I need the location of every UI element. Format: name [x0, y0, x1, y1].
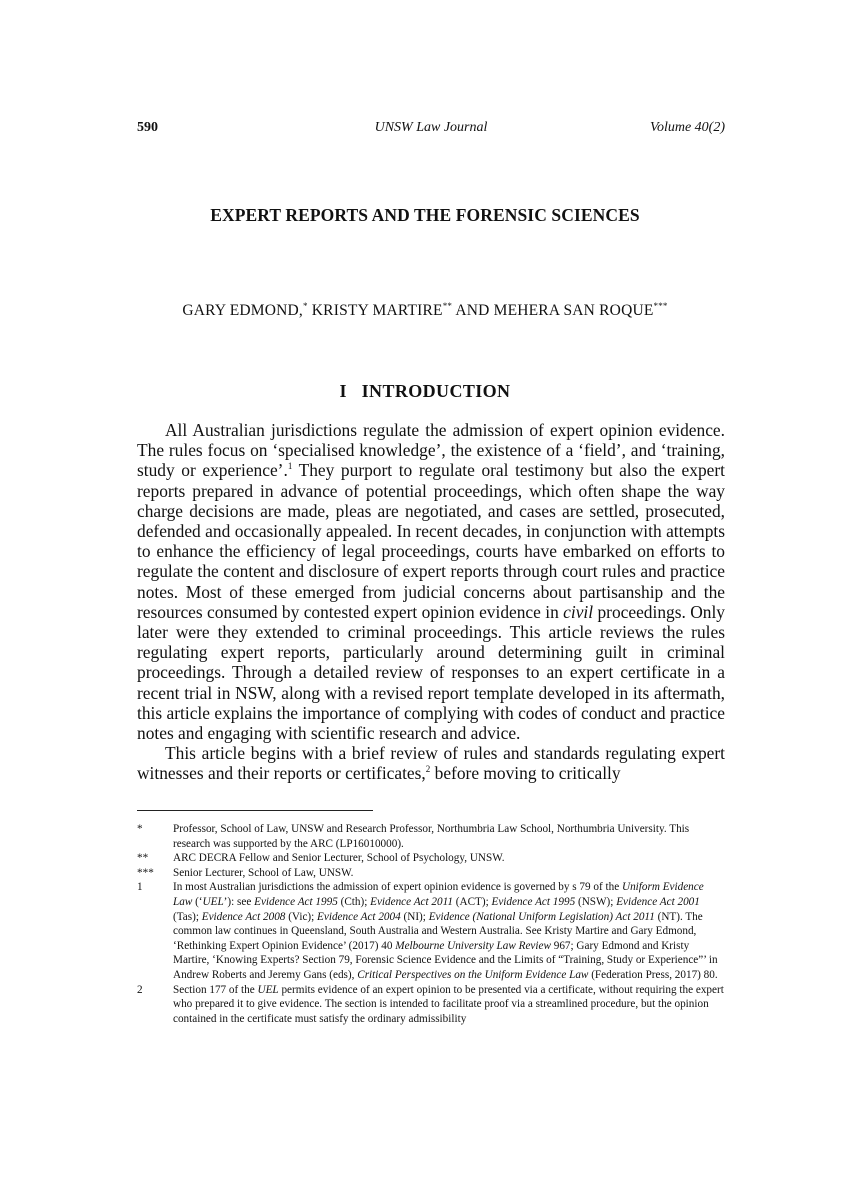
- volume-label: Volume 40(2): [649, 120, 725, 135]
- footnote: [137, 866, 725, 881]
- footnote: [137, 822, 725, 851]
- emphasis-text: civil: [563, 601, 594, 622]
- footnote-ref[interactable]: 1: [287, 461, 293, 472]
- author-name: KRISTY MARTIRE: [307, 302, 443, 319]
- footnote: [137, 851, 725, 866]
- paragraph-text: proceedings. Only later were they extended to criminal proceedings. This article reviews the rules regulating expert reports, particularly around determining guilt in criminal proceedings. Through a detailed review of responses to an expert certificate in a recent trial in NSW, along with a revised report template developed in its aftermath, this article explains the importance of complying with codes of conduct and practice notes and engaging with scientific research and advice.: [137, 601, 725, 744]
- paragraph-text: All Australian jurisdictions regulate the admission of expert opinion evidence. The rules focus on ‘specialised knowledge’, the existence of a ‘field’, and ‘training, study or experience’.: [137, 420, 725, 481]
- section-heading: I INTRODUCTION: [339, 381, 511, 401]
- author-name: GARY EDMOND,: [182, 302, 304, 319]
- footnote-mark: **: [137, 852, 149, 865]
- footnote: [137, 983, 725, 1027]
- footnote-mark: ***: [137, 866, 154, 879]
- footnote-text: Professor, School of Law, UNSW and Research Professor, Northumbria Law School, Northumbria University. This research was supported by the ARC (LP16010000).: [173, 823, 690, 850]
- footnote-mark: *: [137, 823, 143, 835]
- paragraph-text: This article begins with a brief review of rules and standards regulating expert witnesses and their reports or certificates,: [137, 743, 725, 784]
- footnote-mark: 2: [137, 983, 143, 996]
- paragraph: [137, 420, 725, 743]
- footnote-divider: [137, 810, 373, 811]
- journal-name: UNSW Law Journal: [374, 120, 488, 135]
- paragraph: [137, 743, 725, 783]
- footnote-text: Senior Lecturer, School of Law, UNSW.: [173, 866, 354, 879]
- footnotes: [137, 822, 725, 1026]
- paragraph-text: before moving to critically: [430, 763, 621, 784]
- author-footnote-mark[interactable]: **: [442, 300, 453, 311]
- footnote-mark: 1: [137, 881, 143, 894]
- page-number: 590: [137, 120, 158, 135]
- footnote-text: Section 177 of the UEL permits evidence of an expert opinion to be presented via a certificate, without requiring the expert who prepared it to give evidence. The section is intended to facilitate proof via a streamlined procedure, but the opinion contained in the certificate must satisfy the ordinary admissibility: [173, 983, 724, 1025]
- paragraph-text: They purport to regulate oral testimony but also the expert reports prepared in advance of potential proceedings, which often shape the way charge decisions are made, pleas are negotiated, and cases are settled, prosecuted, defended and occasionally appealed. In recent decades, in conjunction with attempts to enhance the efficiency of legal proceedings, courts have embarked on efforts to regulate the content and disclosure of expert reports through court rules and practice notes. Most of these emerged from judicial concerns about partisanship and the resources consumed by contested expert opinion evidence in: [137, 460, 725, 622]
- article-title: EXPERT REPORTS AND THE FORENSIC SCIENCES: [210, 205, 640, 225]
- author-footnote-mark[interactable]: *: [303, 300, 308, 311]
- author-name: AND MEHERA SAN ROQUE: [452, 302, 654, 319]
- footnote-text: ARC DECRA Fellow and Senior Lecturer, School of Psychology, UNSW.: [173, 852, 505, 865]
- body-text: [137, 420, 725, 784]
- author-footnote-mark[interactable]: ***: [653, 300, 668, 311]
- footnote-text: In most Australian jurisdictions the admission of expert opinion evidence is governed by s 79 of the Uniform Evidence Law (‘UEL’): see Evidence Act 1995 (Cth); Evidence Act 2011 (ACT); Evidence Act 1995 (NSW); Evidence Act 2001 (Tas); Evidence Act 2008 (Vic); Evidence Act 2004 (NI); Evidence (National Uniform Legislation) Act 2011 (NT). The common law continues in Queensland, South Australia and Western Australia. See Kristy Martire and Gary Edmond, ‘Rethinking Expert Opinion Evidence’ (2017) 40 Melbourne University Law Review 967; Gary Edmond and Kristy Martire, ‘Knowing Experts? Section 79, Forensic Science Evidence and the Limits of “Training, Study or Experience”’ in Andrew Roberts and Jeremy Gans (eds), Critical Perspectives on the Uniform Evidence Law (Federation Press, 2017) 80.: [173, 881, 718, 981]
- footnote: [137, 880, 725, 982]
- author-line: [0, 302, 850, 320]
- running-head: [137, 120, 725, 140]
- footnote-ref[interactable]: 2: [425, 764, 431, 775]
